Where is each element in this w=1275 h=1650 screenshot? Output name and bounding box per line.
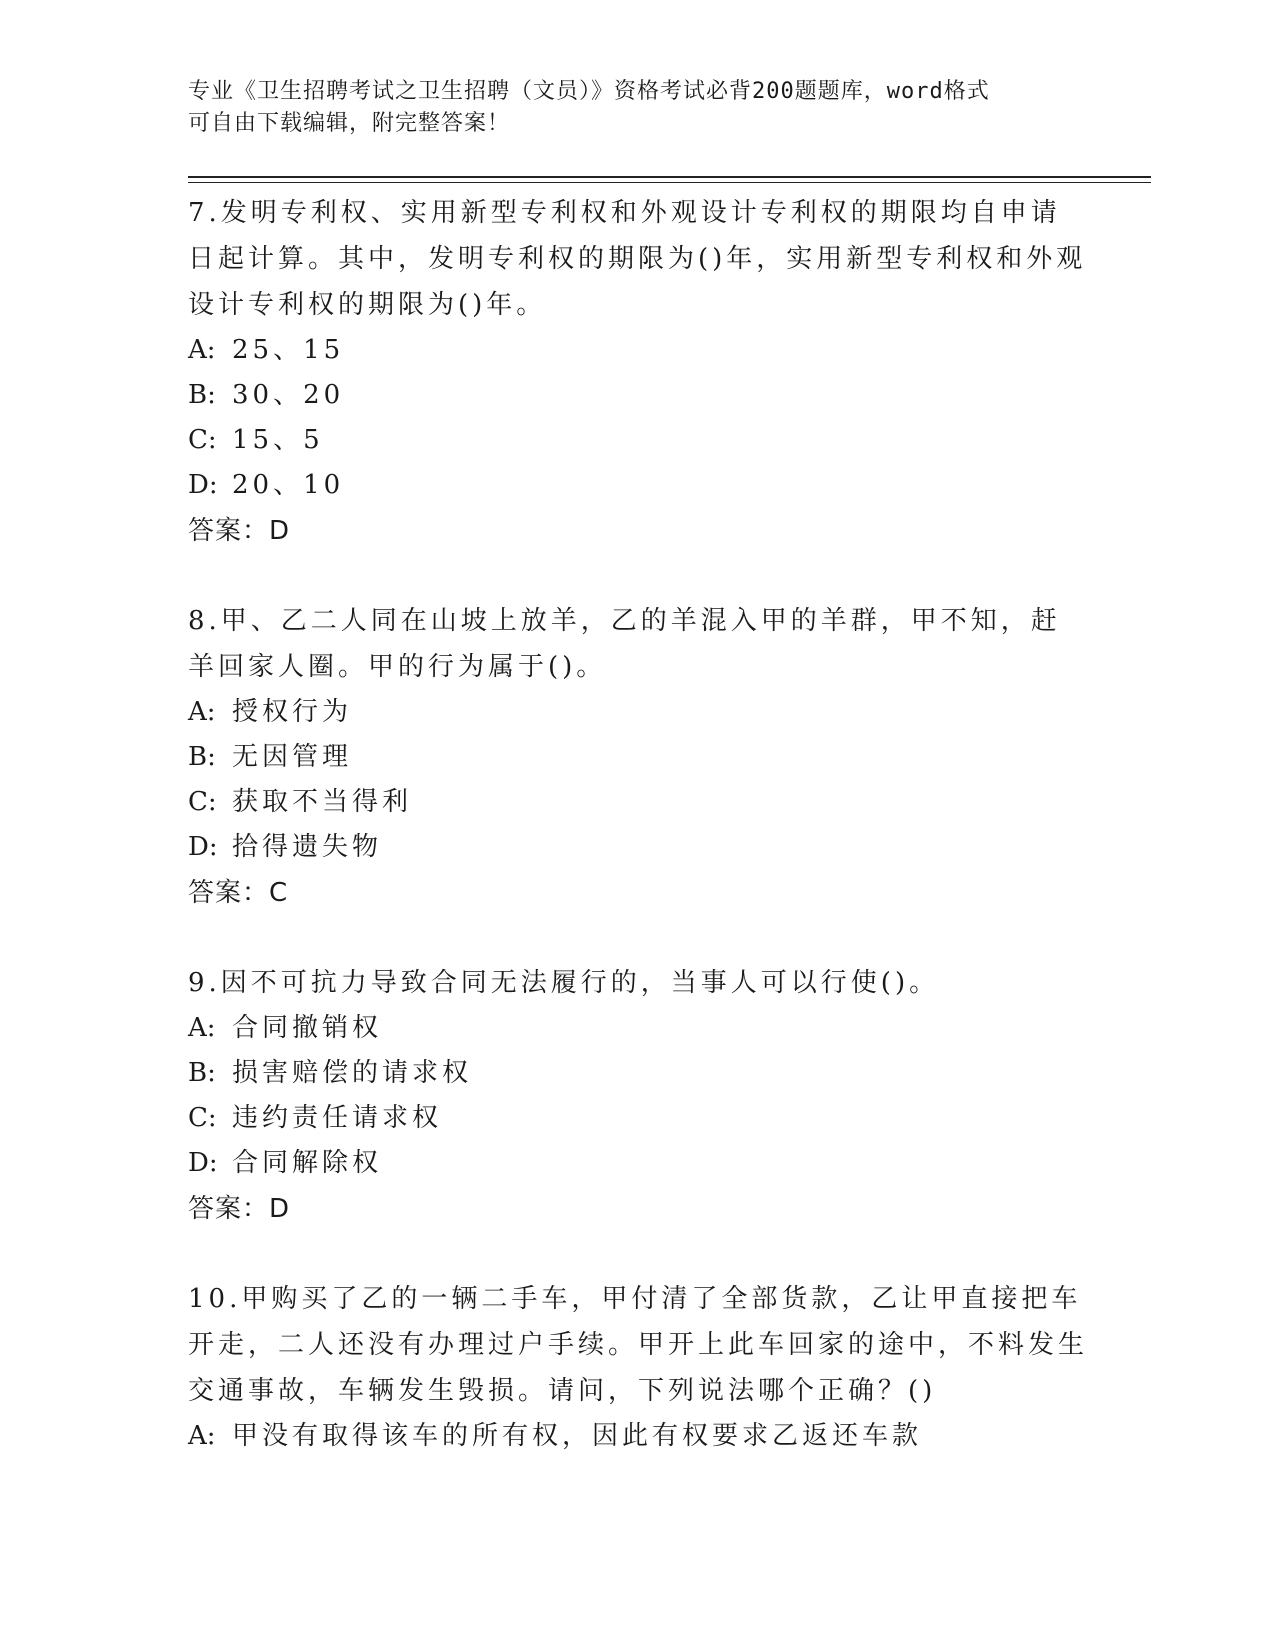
option-a [188, 1006, 1088, 1051]
option-text: 合同解除权 [232, 1148, 383, 1178]
question-9 [188, 960, 1088, 1232]
question-stem: 9.因不可抗力导致合同无法履行的，当事人可以行使()。 [188, 968, 940, 998]
option-key: B: [188, 1058, 216, 1088]
option-key: B: [188, 380, 216, 410]
option-text: 违约责任请求权 [232, 1103, 443, 1133]
answer-line: 答案：D [188, 516, 291, 546]
option-text: 无因管理 [232, 742, 353, 772]
option-text: 30、20 [232, 380, 345, 410]
option-b [188, 735, 1088, 780]
answer-line: 答案：D [188, 1194, 291, 1224]
option-a [188, 328, 1088, 373]
option-d [188, 825, 1088, 870]
option-key: B: [188, 742, 216, 772]
option-b [188, 373, 1088, 418]
option-text: 15、5 [232, 425, 324, 455]
answer-line: 答案：C [188, 878, 289, 908]
header-line-2: 可自由下载编辑，附完整答案！ [188, 111, 511, 136]
option-text: 授权行为 [232, 697, 353, 727]
option-key: C: [188, 425, 217, 455]
option-a [188, 690, 1088, 735]
option-text: 获取不当得利 [232, 787, 413, 817]
option-key: A: [188, 1421, 216, 1451]
question-8 [188, 598, 1088, 916]
option-key: D: [188, 832, 218, 862]
document-header [188, 76, 1068, 140]
option-key: A: [188, 697, 216, 727]
option-b [188, 1051, 1088, 1096]
option-key: C: [188, 1103, 217, 1133]
option-key: D: [188, 1148, 218, 1178]
option-d [188, 463, 1088, 508]
question-7 [188, 190, 1088, 554]
option-a [188, 1414, 1088, 1459]
option-key: C: [188, 787, 217, 817]
question-10 [188, 1276, 1088, 1459]
header-divider-thick [188, 176, 1151, 178]
header-divider-thin [188, 182, 1151, 183]
header-line-1: 专业《卫生招聘考试之卫生招聘（文员）》资格考试必背200题题库，word格式 [188, 79, 990, 104]
option-text: 损害赔偿的请求权 [232, 1058, 473, 1088]
option-c [188, 780, 1088, 825]
option-text: 20、10 [232, 470, 345, 500]
option-text: 甲没有取得该车的所有权，因此有权要求乙返还车款 [232, 1421, 923, 1451]
option-text: 25、15 [232, 335, 345, 365]
option-key: A: [188, 1013, 216, 1043]
option-text: 拾得遗失物 [232, 832, 383, 862]
option-c [188, 418, 1088, 463]
option-d [188, 1141, 1088, 1186]
option-c [188, 1096, 1088, 1141]
option-key: A: [188, 335, 216, 365]
option-text: 合同撤销权 [232, 1013, 383, 1043]
question-stem: 8.甲、乙二人同在山坡上放羊，乙的羊混入甲的羊群，甲不知，赶羊回家人圈。甲的行为属于()。 [188, 606, 1061, 682]
option-key: D: [188, 470, 218, 500]
question-list [188, 190, 1088, 1503]
question-stem: 10.甲购买了乙的一辆二手车，甲付清了全部货款，乙让甲直接把车开走，二人还没有办理过户手续。甲开上此车回家的途中，不料发生交通事故，车辆发生毁损。请问，下列说法哪个正确？() [188, 1284, 1089, 1406]
question-stem: 7.发明专利权、实用新型专利权和外观设计专利权的期限均自申请日起计算。其中，发明专利权的期限为()年，实用新型专利权和外观设计专利权的期限为()年。 [188, 198, 1087, 320]
